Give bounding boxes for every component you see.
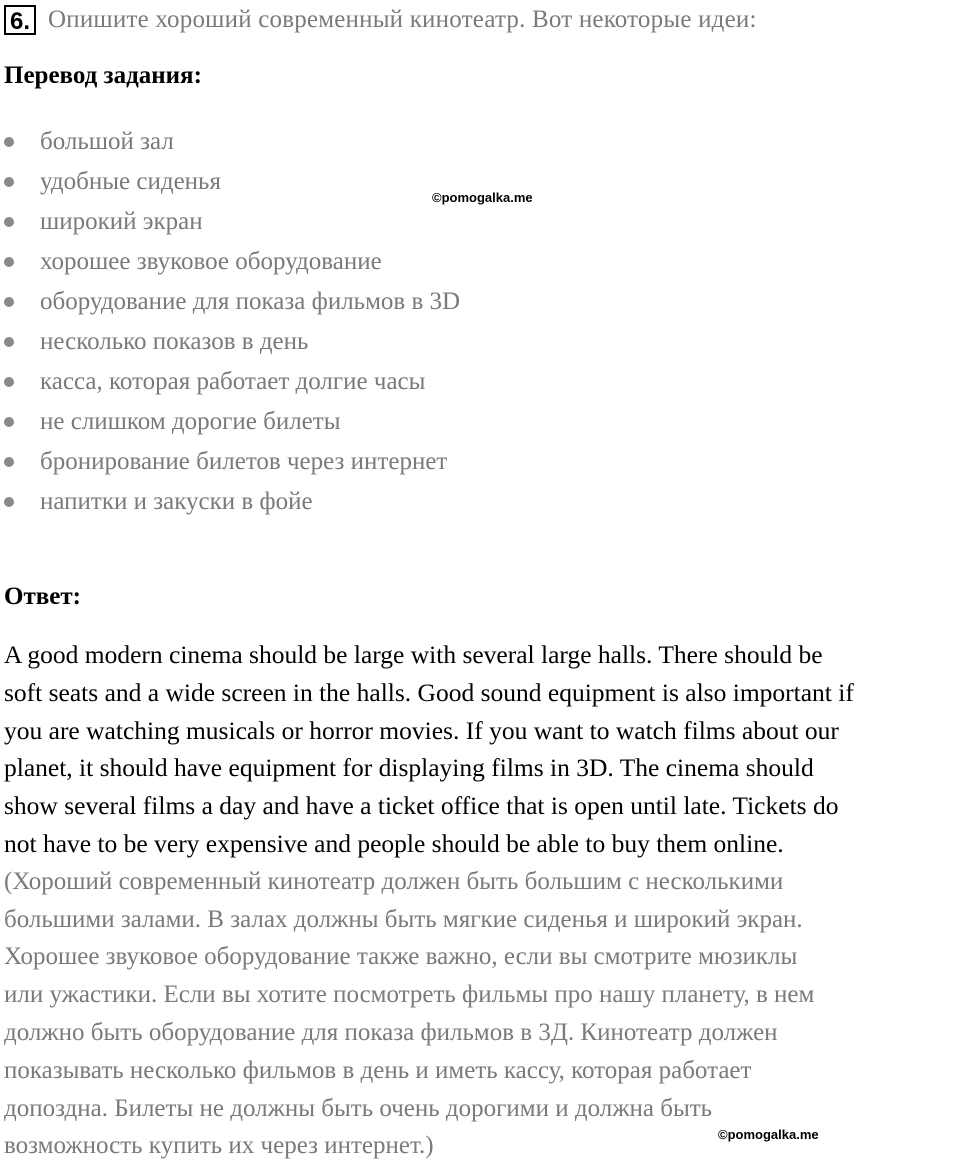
answer-body bbox=[4, 636, 960, 1165]
list-item bbox=[0, 202, 460, 242]
idea-text: хорошее звуковое оборудование bbox=[40, 248, 382, 275]
idea-text: бронирование билетов через интернет bbox=[40, 448, 448, 475]
answer-ru-line: возможность купить их через интернет.) bbox=[4, 1132, 434, 1160]
bullet-icon bbox=[4, 137, 14, 147]
bullet-icon bbox=[4, 417, 14, 427]
list-item bbox=[0, 122, 460, 162]
watermark-bottom: ©pomogalka.me bbox=[718, 1127, 819, 1142]
bullet-icon bbox=[4, 297, 14, 307]
answer-en-line: planet, it should have equipment for displaying films in 3D. The cinema should bbox=[4, 753, 814, 783]
task-header bbox=[4, 2, 757, 38]
answer-ru-line: (Хороший современный кинотеатр должен быть большим с несколькими bbox=[4, 867, 784, 895]
bullet-icon bbox=[4, 497, 14, 507]
answer-ru-line: допоздна. Билеты не должны быть очень дорогими и должна быть bbox=[4, 1094, 713, 1122]
answer-ru-line: или ужастики. Если вы хотите посмотреть фильмы про нашу планету, в нем bbox=[4, 981, 815, 1009]
idea-text: удобные сиденья bbox=[40, 168, 221, 195]
idea-text: большой зал bbox=[40, 128, 174, 155]
answer-ru-line: должно быть оборудование для показа фильмов в 3Д. Кинотеатр должен bbox=[4, 1018, 778, 1046]
answer-en-line: not have to be very expensive and people should be able to buy them online. bbox=[4, 828, 784, 858]
task-text: Опишите хороший современный кинотеатр. Вот некоторые идеи: bbox=[48, 6, 757, 33]
list-item bbox=[0, 242, 460, 282]
answer-en-line: A good modern cinema should be large with several large halls. There should be bbox=[4, 640, 823, 669]
idea-text: не слишком дорогие билеты bbox=[40, 408, 341, 435]
bullet-icon bbox=[4, 217, 14, 227]
idea-text: касса, которая работает долгие часы bbox=[40, 368, 426, 395]
list-item bbox=[0, 322, 460, 362]
answer-heading: Ответ: bbox=[4, 583, 81, 610]
bullet-icon bbox=[4, 177, 14, 187]
answer-ru-line: показывать несколько фильмов в день и иметь кассу, которая работает bbox=[4, 1056, 752, 1084]
bullet-icon bbox=[4, 337, 14, 347]
watermark-top: ©pomogalka.me bbox=[432, 190, 533, 205]
task-number-badge: 6. bbox=[4, 5, 36, 35]
idea-text: напитки и закуски в фойе bbox=[40, 488, 313, 515]
list-item bbox=[0, 442, 460, 482]
idea-text: оборудование для показа фильмов в 3D bbox=[40, 288, 461, 315]
list-item bbox=[0, 362, 460, 402]
answer-ru-line: Хорошее звуковое оборудование также важно, если вы смотрите мюзиклы bbox=[4, 943, 798, 971]
answer-en-line: show several films a day and have a ticket office that is open until late. Tickets do bbox=[4, 791, 839, 821]
list-item bbox=[0, 282, 460, 322]
translation-heading: Перевод задания: bbox=[4, 62, 202, 89]
bullet-icon bbox=[4, 257, 14, 267]
answer-en-line: you are watching musicals or horror movies. If you want to watch films about our bbox=[4, 715, 839, 745]
list-item bbox=[0, 482, 460, 522]
list-item bbox=[0, 402, 460, 442]
bullet-icon bbox=[4, 377, 14, 387]
list-item bbox=[0, 162, 460, 202]
ideas-list bbox=[0, 122, 460, 522]
answer-en-line: soft seats and a wide screen in the halls. Good sound equipment is also important if bbox=[4, 677, 854, 707]
answer-ru-line: большими залами. В залах должны быть мягкие сиденья и широкий экран. bbox=[4, 905, 803, 933]
idea-text: широкий экран bbox=[40, 208, 203, 235]
idea-text: несколько показов в день bbox=[40, 328, 309, 355]
bullet-icon bbox=[4, 457, 14, 467]
